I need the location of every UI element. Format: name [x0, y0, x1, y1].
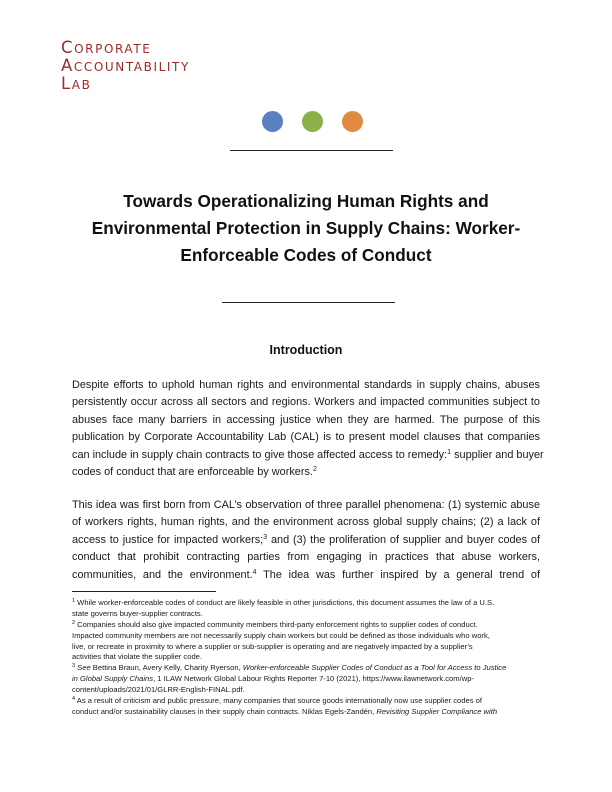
- footnote-ref-1[interactable]: 1: [447, 448, 452, 456]
- para1-text: supplier and buyer: [451, 448, 544, 461]
- paragraph-2: [72, 497, 540, 584]
- para2-text: and (3) the proliferation of supplier and buyer codes of: [267, 533, 541, 546]
- decorative-dots: [0, 111, 612, 133]
- footnote-3: [72, 663, 542, 674]
- footnote-2-cont: activities that violate the supplier code.: [72, 652, 203, 662]
- footnote-number: 3: [72, 663, 76, 670]
- footnote-3-cont: [72, 674, 542, 685]
- title-bottom-divider: [222, 302, 395, 303]
- para2-line: conduct that prohibit contracting parties from engaging in practices that abuse workers,: [72, 551, 540, 564]
- footnote-1-cont: state governs buyer-supplier contracts.: [72, 608, 203, 618]
- footnote-signal: See: [75, 663, 91, 673]
- footnote-2-cont: live, or recreate in proximity to where a supplier or sub-supplier is operating and are negatively impacted by a supplier’s: [72, 641, 473, 651]
- document-title: [66, 188, 546, 269]
- footnote-4-cont: [72, 707, 542, 718]
- green-dot: [302, 111, 323, 132]
- footnote-2: [72, 620, 542, 631]
- orange-dot: [342, 111, 363, 132]
- logo-line-2: Accountability: [61, 56, 190, 75]
- footnote-citation-title: in Global Supply Chains: [72, 674, 154, 684]
- footnote-link[interactable]: , 1 ILAW Network Global Labour Rights Reporter 7-10 (2021), https://www.ilawnetwork.com/wp-: [153, 674, 474, 684]
- para2-line: [72, 532, 540, 549]
- footnote-3-cont[interactable]: content/uploads/2021/01/GLRR-English-FINAL.pdf.: [72, 685, 245, 695]
- para1-line: publication by Corporate Accountability Lab (CAL) is to present model clauses that companies: [72, 431, 540, 444]
- footnote-number: 2: [72, 619, 76, 626]
- logo-line-1: Corporate: [61, 38, 152, 57]
- para2-text: communities, and the environment.: [72, 568, 253, 581]
- para1-line: abuses face many barriers in accessing justice when they are harmed. The purpose of this: [72, 413, 540, 426]
- para2-line: This idea was first born from CAL’s observation of three parallel phenomena: (1) systemic abuse: [72, 499, 540, 511]
- footnote-4: [72, 696, 542, 707]
- section-heading: Introduction: [269, 343, 343, 357]
- para1-line: [72, 464, 540, 481]
- title-top-divider: [230, 150, 393, 151]
- footnote-text: Companies should also give impacted community members third-party enforcement rights to supplier codes of conduct.: [75, 619, 478, 629]
- para1-text: codes of conduct that are enforceable by workers.: [72, 465, 313, 478]
- para2-line: [72, 567, 540, 584]
- footnote-text: Bettina Braun, Avery Kelly, Charity Ryerson,: [90, 663, 243, 673]
- footnote-number: 4: [72, 696, 76, 703]
- para1-line: persistently occur across all sectors and regions. Workers and impacted communities subject to: [72, 396, 540, 409]
- footnote-2-cont: Impacted community members are not necessarily supply chain workers but could be defined as those individuals who work,: [72, 630, 490, 640]
- para1-line: [72, 447, 544, 464]
- footnote-number: 1: [72, 598, 76, 604]
- organization-logo: [61, 39, 190, 93]
- footnote-citation-title: Worker-enforceable Supplier Codes of Conduct as a Tool for Access to Justice: [242, 663, 507, 673]
- blue-dot: [262, 111, 283, 132]
- para1-line: Despite efforts to uphold human rights and environmental standards in supply chains, abuses: [72, 379, 540, 391]
- footnote-ref-4[interactable]: 4: [252, 568, 257, 576]
- para2-text: access to justice for impacted workers;: [72, 533, 264, 546]
- title-line-3: Enforceable Codes of Conduct: [180, 245, 432, 265]
- title-line-2: Environmental Protection in Supply Chains: Worker-: [91, 218, 521, 238]
- footnote-ref-2[interactable]: 2: [312, 465, 317, 473]
- footnote-citation-title: Revisiting Supplier Compliance with: [376, 706, 498, 716]
- para2-text: The idea was further inspired by a general trend of: [256, 568, 540, 581]
- footnote-text: As a result of criticism and public pressure, many companies that source goods internationally now use supplier codes of: [75, 696, 482, 706]
- footnote-1: [72, 598, 542, 609]
- footnote-divider: [72, 591, 216, 592]
- footnote-ref-3[interactable]: 3: [263, 533, 268, 541]
- footnote-text: While worker-enforceable codes of conduct are likely feasible in other jurisdictions, this document assumes the law of a U.S.: [75, 598, 495, 607]
- footnotes: [72, 598, 542, 718]
- para1-text: can include in supply chain contracts to give those affected access to remedy:: [72, 448, 448, 461]
- logo-line-3: Lab: [61, 74, 92, 93]
- para2-line: of workers rights, human rights, and the environment across global supply chains; (2) a lack of: [72, 516, 540, 529]
- paragraph-1: [72, 377, 544, 481]
- footnote-text: conduct and/or sustainability clauses in their supply chain contracts. Niklas Egels-Zandén,: [72, 706, 377, 716]
- title-line-1: Towards Operationalizing Human Rights and: [123, 191, 489, 211]
